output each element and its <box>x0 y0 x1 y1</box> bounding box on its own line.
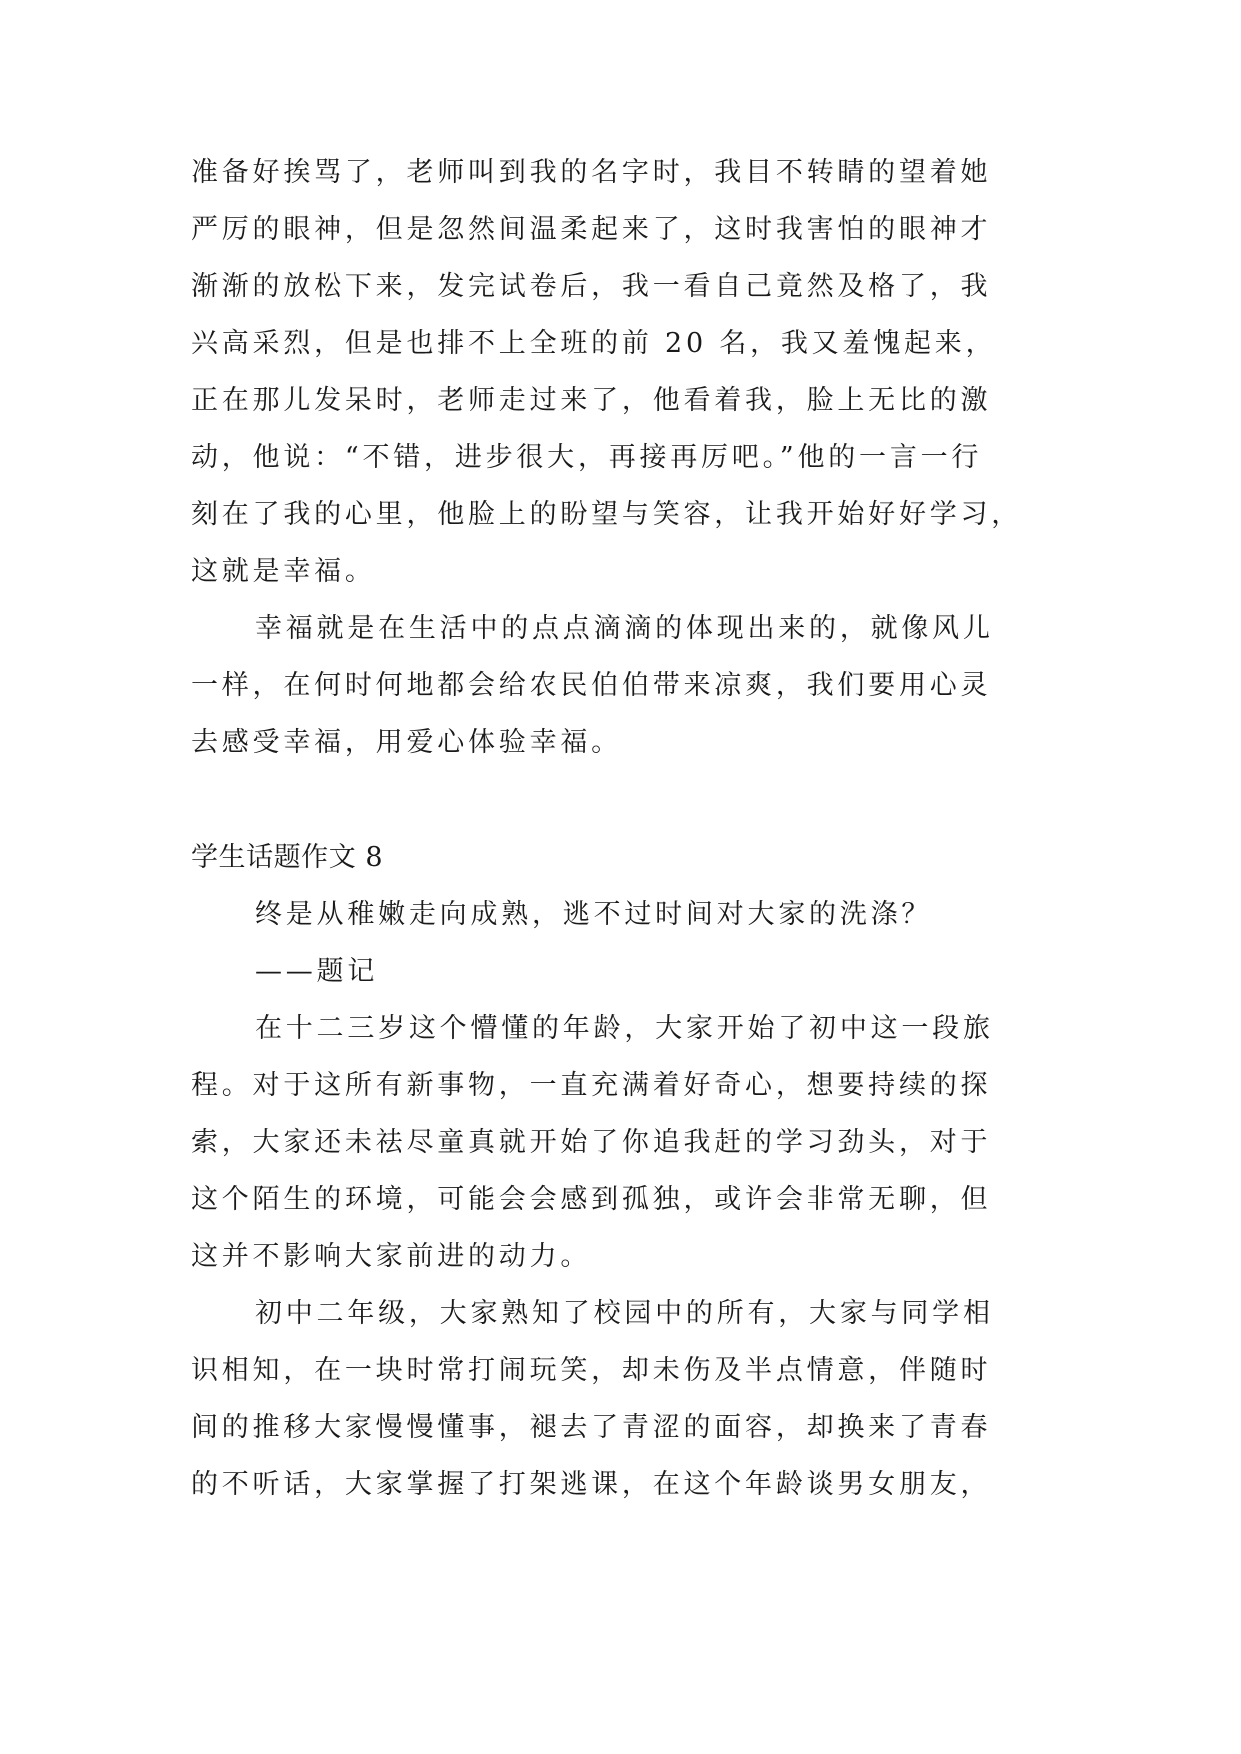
text-line: 准备好挨骂了，老师叫到我的名字时，我目不转睛的望着她 <box>191 157 992 188</box>
paragraph-line: 这并不影响大家前进的动力。 <box>191 1241 592 1272</box>
text-line: 正在那儿发呆时，老师走过来了，他看着我，脸上无比的激 <box>191 385 992 416</box>
paragraph-line: 去感受幸福，用爱心体验幸福。 <box>191 727 622 758</box>
text-line: 动，他说：“不错，进步很大，再接再厉吧。”他的一言一行 <box>191 442 983 473</box>
text-line: 兴高采烈，但是也排不上全班的前 20 名，我又羞愧起来， <box>191 328 997 359</box>
paragraph-line: 间的推移大家慢慢懂事，褪去了青涩的面容，却换来了青春 <box>191 1412 992 1443</box>
paragraph-line: 这个陌生的环境，可能会会感到孤独，或许会非常无聊，但 <box>191 1184 992 1215</box>
text-line: 渐渐的放松下来，发完试卷后，我一看自己竟然及格了，我 <box>191 271 992 302</box>
text-line: 这就是幸福。 <box>191 556 376 587</box>
paragraph-line: 幸福就是在生活中的点点滴滴的体现出来的，就像风儿 <box>255 613 994 644</box>
paragraph-line: 初中二年级，大家熟知了校园中的所有，大家与同学相 <box>255 1298 994 1329</box>
paragraph-line: 索，大家还未祛尽童真就开始了你追我赶的学习劲头，对于 <box>191 1127 992 1158</box>
paragraph-line: 识相知，在一块时常打闹玩笑，却未伤及半点情意，伴随时 <box>191 1355 992 1386</box>
paragraph-line: 的不听话，大家掌握了打架逃课，在这个年龄谈男女朋友， <box>191 1469 992 1500</box>
paragraph-line: 在十二三岁这个懵懂的年龄，大家开始了初中这一段旅 <box>255 1013 994 1044</box>
essay-title: 学生话题作文 8 <box>191 842 384 873</box>
epigraph-attribution: ——题记 <box>255 956 379 987</box>
paragraph-line: 程。对于这所有新事物，一直充满着好奇心，想要持续的探 <box>191 1070 992 1101</box>
epigraph: 终是从稚嫩走向成熟，逃不过时间对大家的洗涤？ <box>255 899 933 930</box>
paragraph-line: 一样，在何时何地都会给农民伯伯带来凉爽，我们要用心灵 <box>191 670 992 701</box>
text-line: 严厉的眼神，但是忽然间温柔起来了，这时我害怕的眼神才 <box>191 214 992 245</box>
text-line: 刻在了我的心里，他脸上的盼望与笑容，让我开始好好学习， <box>191 499 1023 530</box>
